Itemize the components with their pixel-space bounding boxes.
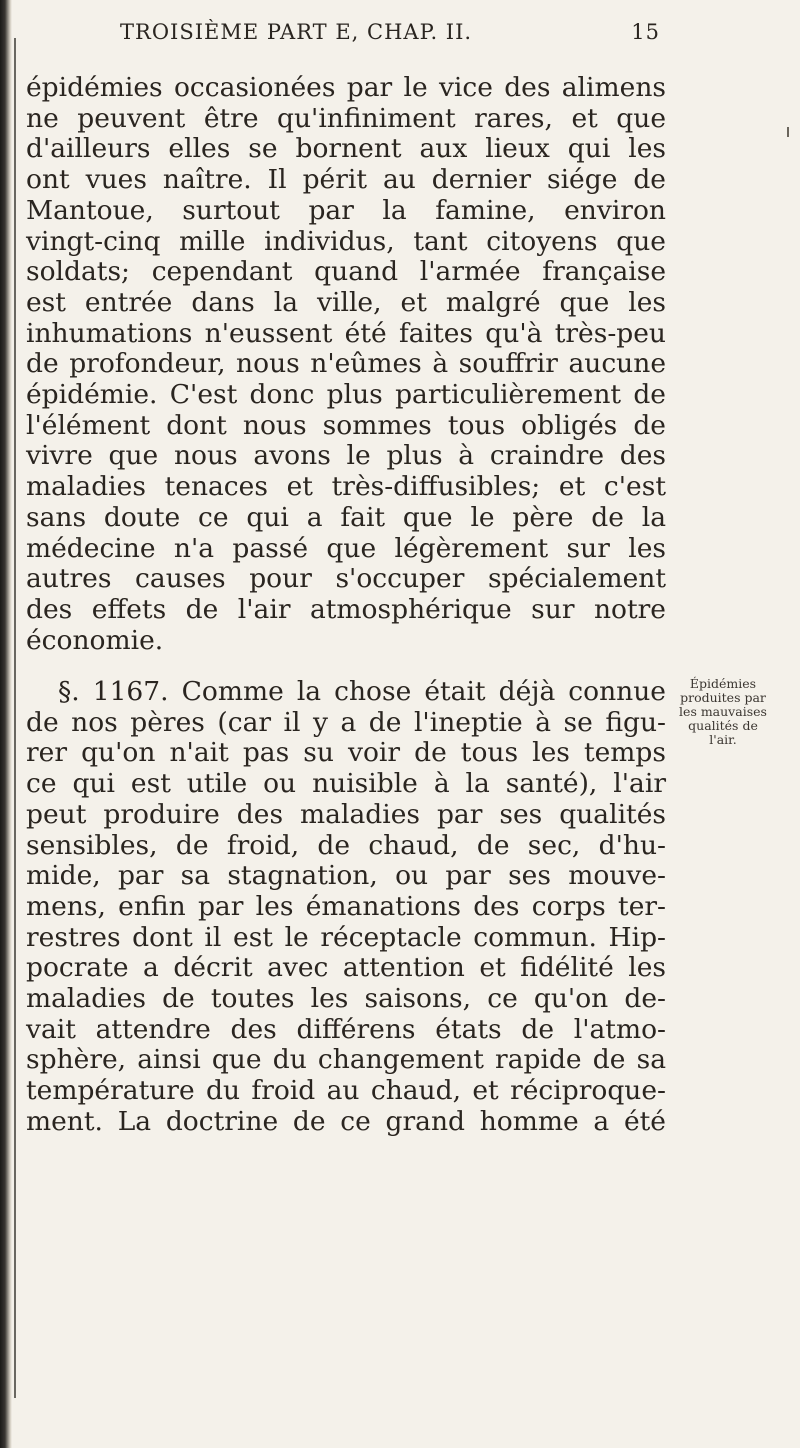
text-line: vingt-cinq mille individus, tant citoyens que: [26, 225, 666, 257]
margin-note-line: les mauvaises: [679, 704, 767, 719]
text-line: l'élément dont nous sommes tous obligés de: [26, 409, 666, 441]
text-line: d'ailleurs elles se bornent aux lieux qui les: [26, 133, 666, 165]
text-line: maladies de toutes les saisons, ce qu'on de-: [26, 983, 666, 1015]
margin-note-line: produites par: [680, 690, 766, 705]
text-line: économie.: [26, 624, 164, 656]
text-line: maladies tenaces et très-diffusibles; et c'est: [26, 471, 666, 503]
text-line: de profondeur, nous n'eûmes à souffrir aucune: [26, 348, 666, 380]
running-head: [120, 14, 660, 54]
gutter-rule: [14, 38, 16, 1398]
margin-note: [678, 677, 768, 747]
text-line: vait attendre des différens états de l'atmo-: [26, 1013, 666, 1045]
text-line: épidémie. C'est donc plus particulièrement de: [26, 379, 666, 411]
text-line: rer qu'on n'ait pas su voir de tous les temps: [26, 737, 666, 769]
text-line: sensibles, de froid, de chaud, de sec, d'hu-: [26, 829, 666, 861]
text-line: restres dont il est le réceptacle commun. Hip-: [26, 921, 666, 953]
text-line: est entrée dans la ville, et malgré que les: [26, 286, 666, 318]
text-line: sphère, ainsi que du changement rapide de sa: [26, 1044, 666, 1076]
text-line: ment. La doctrine de ce grand homme a été: [26, 1105, 666, 1137]
text-line: soldats; cependant quand l'armée française: [26, 256, 666, 288]
text-line: vivre que nous avons le plus à craindre des: [26, 440, 666, 472]
text-line: Mantoue, surtout par la famine, environ: [26, 194, 666, 226]
book-binding-shadow: [0, 0, 12, 1448]
margin-tick-mark: [787, 127, 789, 137]
text-line: mide, par sa stagnation, ou par ses mouve-: [26, 860, 666, 892]
page-number: 15: [631, 20, 660, 44]
text-line: ce qui est utile ou nuisible à la santé), l'air: [26, 768, 666, 800]
text-line: inhumations n'eussent été faites qu'à très-peu: [26, 317, 666, 349]
text-line: de nos pères (car il y a de l'ineptie à se figu-: [26, 706, 666, 738]
margin-note-line: qualités de: [688, 718, 758, 733]
margin-note-line: l'air.: [709, 732, 737, 747]
text-line: pocrate a décrit avec attention et fidélité les: [26, 952, 666, 984]
text-line: §. 1167. Comme la chose était déjà connue: [58, 676, 666, 707]
text-line: sans doute ce qui a fait que le père de la: [26, 501, 666, 533]
paragraph-1: [26, 73, 666, 656]
text-line: médecine n'a passé que légèrement sur les: [26, 532, 666, 564]
paragraph-2-section-1167: [26, 677, 666, 1138]
text-line: peut produire des maladies par ses qualités: [26, 798, 666, 830]
text-line: mens, enfin par les émanations des corps ter-: [26, 890, 666, 922]
text-line: des effets de l'air atmosphérique sur notre: [26, 593, 666, 625]
text-line: autres causes pour s'occuper spécialement: [26, 563, 666, 595]
margin-note-line: Épidémies: [689, 676, 757, 691]
running-head-title: TROISIÈME PART E, CHAP. II.: [120, 20, 473, 44]
text-line: épidémies occasionées par le vice des alimens: [26, 72, 666, 103]
text-line: ont vues naître. Il périt au dernier siége de: [26, 164, 666, 196]
text-line: ne peuvent être qu'infiniment rares, et que: [26, 102, 666, 134]
text-line: température du froid au chaud, et réciproque-: [26, 1075, 666, 1107]
